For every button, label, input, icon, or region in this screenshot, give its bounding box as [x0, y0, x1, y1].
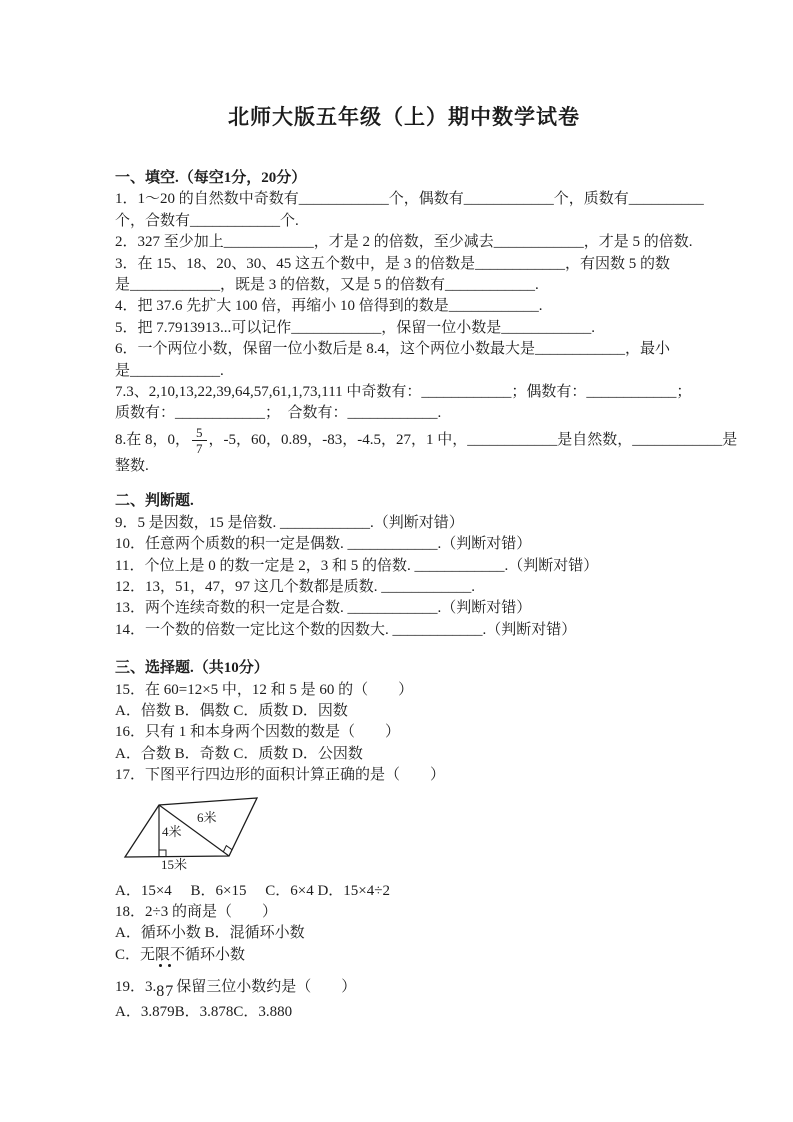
base-length-label: 15米	[161, 856, 188, 872]
parallelogram-figure	[121, 791, 693, 879]
repeating-digit-8: 8	[156, 977, 165, 1007]
fraction-numerator: 5	[192, 425, 207, 441]
q13-line: 13．两个连续奇数的积一定是合数. ____________.（判断对错）	[115, 600, 532, 617]
section-choice-heading: 三、选择题.（共10分）	[115, 660, 269, 677]
q19-line	[115, 972, 693, 1002]
q6-line1: 6．一个两位小数，保留一位小数后是 8.4，这个两位小数最大是____________，最小	[115, 341, 671, 358]
q4-line: 4．把 37.6 先扩大 100 倍，再缩小 10 倍得到的数是____________.	[115, 298, 543, 315]
q12-line: 12．13，51，47，97 这几个数都是质数. ____________.	[115, 578, 476, 595]
fraction-denominator: 7	[196, 440, 203, 456]
q6-line2: 是____________.	[115, 362, 224, 379]
q18-options-ab: A．循环小数 B．混循环小数	[115, 925, 305, 942]
q18-line: 18．2÷3 的商是（ ）	[115, 903, 277, 920]
q2-line: 2．327 至少加上____________，才是 2 的倍数，至少减去____________，才是 5 的倍数.	[115, 234, 693, 251]
exam-title: 北师大版五年级（上）期中数学试卷	[228, 105, 580, 129]
q17-line: 17．下图平行四边形的面积计算正确的是（ ）	[115, 767, 446, 784]
right-angle-marker-side	[223, 845, 232, 851]
parallelogram-svg	[121, 791, 271, 879]
q8-text-pre: 8.在 8，0，	[115, 431, 191, 448]
q11-line: 11．个位上是 0 的数一定是 2，3 和 5 的倍数. ____________.（判断对错）	[115, 557, 599, 574]
side-length-label: 6米	[197, 809, 217, 825]
q16-line: 16．只有 1 和本身两个因数的数是（ ）	[115, 724, 401, 741]
right-angle-marker-base	[159, 850, 166, 857]
q7-line1: 7.3、2,10,13,22,39,64,57,61,1,73,111 中奇数有：____________；偶数有：____________；	[115, 384, 692, 401]
repeating-digit-7: 7	[165, 977, 174, 1007]
fraction-five-sevenths	[192, 425, 207, 456]
section-fill-heading: 一、填空.（每空1分，20分）	[115, 170, 307, 186]
parallelogram-outline	[125, 798, 257, 857]
section-judge-heading: 二、判断题.	[115, 493, 194, 510]
repeating-decimal-digits	[156, 977, 174, 1007]
q15-options: A．倍数 B．偶数 C．质数 D．因数	[115, 702, 348, 719]
q1-line2: 个，合数有____________个.	[115, 212, 299, 229]
q8-text-post: ，-5，60，0.89，-83，-4.5，27，1 中，____________是自然数，____________是	[208, 431, 738, 448]
q19-text-post: 保留三位小数约是（ ）	[176, 979, 357, 996]
q3-line1: 3．在 15、18、20、30、45 这五个数中，是 3 的倍数是____________，有因数 5 的数	[115, 255, 671, 272]
q18-options-c: C．无限不循环小数	[115, 946, 246, 963]
q7-line2: 质数有：____________； 合数有：____________.	[115, 405, 442, 422]
q15-line: 15．在 60=12×5 中，12 和 5 是 60 的（ ）	[115, 681, 414, 698]
q8-line2: 整数.	[115, 457, 149, 474]
q10-line: 10．任意两个质数的积一定是偶数. ____________.（判断对错）	[115, 536, 532, 553]
q16-options: A．合数 B．奇数 C．质数 D．公因数	[115, 745, 363, 762]
q14-line: 14．一个数的倍数一定比这个数的因数大. ____________.（判断对错）	[115, 621, 577, 638]
q1-line1: 1．1～20 的自然数中奇数有____________个，偶数有____________个，质数有__________	[115, 191, 704, 208]
height-length-label: 4米	[162, 823, 182, 839]
q17-options: A．15×4 B．6×15 C．6×4 D．15×4÷2	[115, 882, 390, 899]
q19-options: A．3.879B．3.878C．3.880	[115, 1004, 293, 1021]
q5-line: 5．把 7.7913913...可以记作____________，保留一位小数是____________.	[115, 319, 596, 336]
q19-text-pre: 19．3.	[115, 979, 157, 996]
q9-line: 9．5 是因数，15 是倍数. ____________.（判断对错）	[115, 514, 464, 531]
q8-line1	[115, 424, 738, 456]
q3-line2: 是____________，既是 3 的倍数，又是 5 的倍数有____________.	[115, 277, 539, 294]
